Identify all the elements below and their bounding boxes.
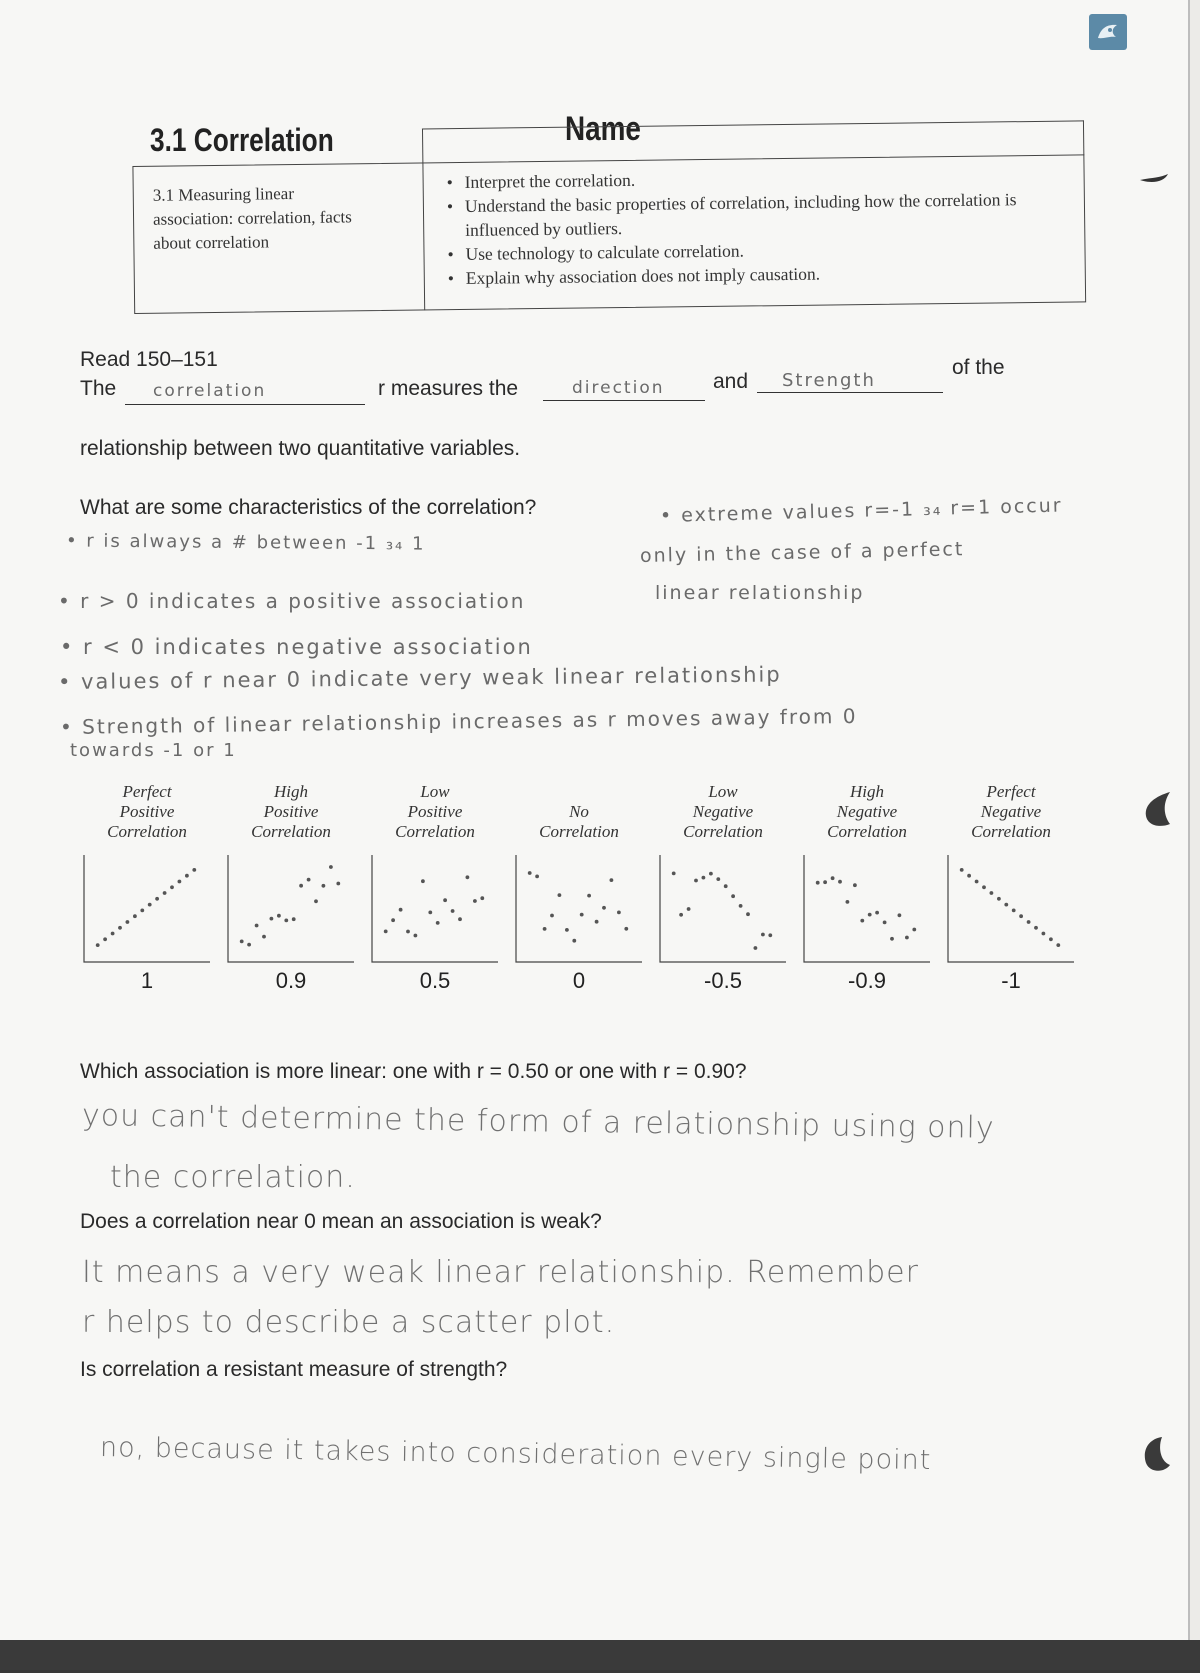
scatter-point (473, 899, 477, 903)
scatter-point (716, 877, 720, 881)
scatter-point (126, 920, 130, 924)
plot-title-line: Positive (407, 802, 463, 821)
objective-item: • Interpret the correlation. (442, 163, 1062, 195)
scatter-point (739, 904, 743, 908)
scatter-point (247, 943, 251, 947)
r-value-label: 1 (140, 968, 154, 993)
sentence-end: of the (952, 356, 1005, 379)
plot-title-line: Low (420, 782, 450, 801)
note-line: linear relationship (655, 582, 865, 604)
scatter-point (724, 884, 728, 888)
scatter-point (967, 874, 971, 878)
scatter-point (846, 900, 850, 904)
scatter-point (754, 946, 758, 950)
plot-axes (660, 855, 786, 962)
scatter-point (761, 933, 765, 937)
binder-clip-shadow-icon (1138, 166, 1172, 206)
scatter-point (322, 884, 326, 888)
answer-2-line: r helps to describe a scatter plot. (82, 1305, 616, 1340)
scatter-point (602, 906, 606, 910)
scatter-point (875, 911, 879, 915)
plot-title-line: High (274, 782, 308, 801)
unit-title: 3.1 Correlation (150, 122, 334, 158)
scatter-point (687, 907, 691, 911)
scatter-point (170, 885, 174, 889)
scatter-point (838, 880, 842, 884)
scatter-point (118, 926, 122, 930)
sentence-and: and (713, 370, 749, 393)
scatter-point (466, 875, 470, 879)
scatter-point (111, 932, 115, 936)
scatter-point (960, 868, 964, 872)
blank1-answer: correlation (153, 381, 267, 401)
scatter-point (912, 928, 916, 932)
plot-title-line: High (850, 782, 884, 801)
scatter-point (768, 933, 772, 937)
note-line: • r < 0 indicates negative association (60, 635, 533, 659)
scatter-point (140, 909, 144, 913)
note-line: • values of r near 0 indicate very weak linear relationship (57, 662, 782, 694)
name-label: Name (565, 110, 641, 148)
scatter-point (262, 935, 266, 939)
scatter-point (148, 903, 152, 907)
r-value-label: 0.5 (419, 968, 451, 993)
scatter-point (853, 883, 857, 887)
scatter-point (997, 897, 1001, 901)
scatter-point (860, 919, 864, 923)
scatter-point (709, 872, 713, 876)
note-line: • Strength of linear relationship increases as r moves away from 0 (59, 703, 858, 739)
scatter-point (192, 868, 196, 872)
scatter-point (617, 911, 621, 915)
scatter-point (255, 924, 259, 928)
plot-axes (84, 855, 210, 962)
scatter-point (610, 878, 614, 882)
objective-item: • Understand the basic properties of correlation, including how the correlation is influenced by outliers. (443, 187, 1064, 243)
scatter-point (299, 884, 303, 888)
scatter-point (831, 876, 835, 880)
note-line: towards -1 or 1 (70, 740, 237, 761)
scatter-point (702, 876, 706, 880)
scatter-point (451, 909, 455, 913)
scatter-point (443, 898, 447, 902)
scatter-point (1056, 943, 1060, 947)
scatter-point (384, 930, 388, 934)
scatter-point (163, 891, 167, 895)
scatter-point (550, 914, 554, 918)
scatter-point (336, 882, 340, 886)
answer-1-line: you can't determine the form of a relationship using only (81, 1098, 995, 1146)
scatter-point (277, 914, 281, 918)
scatter-point (905, 936, 909, 940)
scatter-point (399, 908, 403, 912)
scatter-point (178, 880, 182, 884)
sentence-continuation: relationship between two quantitative variables. (80, 437, 521, 460)
plot-title-line: Correlation (539, 822, 619, 841)
scatter-point (1034, 926, 1038, 930)
note-line: • extreme values r=-1 ₃₄ r=1 occur (659, 494, 1063, 527)
plot-title-line: Positive (119, 802, 175, 821)
plot-title-line: Low (708, 782, 738, 801)
scatter-point (990, 891, 994, 895)
scatter-point (558, 893, 562, 897)
scatter-point (898, 913, 902, 917)
plot-title-line: Correlation (683, 822, 763, 841)
plot-axes (228, 855, 354, 962)
plot-title-line: Correlation (107, 822, 187, 841)
plot-axes (804, 855, 930, 962)
plot-title-line: Perfect (986, 782, 1036, 801)
section-reference: 3.1 Measuring linear association: correlation, facts about correlation (152, 184, 352, 253)
scatter-point (746, 912, 750, 916)
scatter-point (823, 880, 827, 884)
note-line: • r is always a # between -1 ₃₄ 1 (65, 530, 426, 555)
plot-axes (948, 855, 1074, 962)
plot-title-line: Positive (263, 802, 319, 821)
scatter-point (580, 913, 584, 917)
question-2: Does a correlation near 0 mean an association is weak? (80, 1210, 602, 1233)
question-3: Is correlation a resistant measure of strength? (80, 1358, 508, 1381)
question-1: Which association is more linear: one with r = 0.50 or one with r = 0.90? (80, 1060, 747, 1083)
scatter-point (1012, 909, 1016, 913)
scatter-point (1049, 937, 1053, 941)
scatter-point (270, 917, 274, 921)
hole-punch-icon (1140, 1435, 1174, 1475)
scatter-point (103, 937, 107, 941)
answer-3-line: no, because it takes into consideration every single point (99, 1432, 932, 1477)
scatter-point (528, 871, 532, 875)
scatter-point (436, 921, 440, 925)
plot-axes (516, 855, 642, 962)
scatter-point (1027, 920, 1031, 924)
plot-title-line: No (569, 802, 589, 821)
scatter-point (406, 930, 410, 934)
note-line: • r > 0 indicates a positive association (58, 589, 526, 613)
scatter-point (565, 928, 569, 932)
plot-axes (372, 855, 498, 962)
scatter-point (883, 921, 887, 925)
r-value-label: 0 (572, 968, 586, 993)
answer-2-line: It means a very weak linear relationship. Remember (82, 1255, 919, 1290)
scatter-point (133, 914, 137, 918)
scatter-point (428, 911, 432, 915)
scatter-point (694, 879, 698, 883)
scatter-point (543, 927, 547, 931)
plot-title-line: Correlation (251, 822, 331, 841)
scatter-point (572, 939, 576, 943)
sentence-start: The (80, 377, 117, 400)
objective-item: • Explain why association does not imply causation. (444, 259, 1064, 291)
scatter-point (595, 920, 599, 924)
r-value-label: 0.9 (275, 968, 307, 993)
scatter-point (587, 894, 591, 898)
blank2-answer: direction (572, 378, 665, 398)
scatter-point (480, 896, 484, 900)
scatter-point (458, 917, 462, 921)
plot-title-line: Perfect (122, 782, 172, 801)
scatter-point (185, 874, 189, 878)
plot-title-line: Negative (692, 802, 754, 821)
characteristics-question: What are some characteristics of the correlation? (80, 496, 537, 519)
scatter-point (679, 913, 683, 917)
scatter-point (1042, 932, 1046, 936)
reading-assignment: Read 150–151 (80, 348, 218, 371)
scatter-point (982, 885, 986, 889)
scatter-point (391, 918, 395, 922)
objective-item: • Use technology to calculate correlation. (443, 235, 1063, 267)
scatter-point (672, 872, 676, 876)
plot-title-line: Negative (836, 802, 898, 821)
scatter-point (975, 880, 979, 884)
scatter-point (624, 927, 628, 931)
scatter-point (307, 878, 311, 882)
scatter-point (414, 934, 418, 938)
scatter-point (1019, 914, 1023, 918)
scatter-point (329, 865, 333, 869)
scatter-point (890, 937, 894, 941)
scatter-point (535, 875, 539, 879)
hole-punch-icon (1140, 790, 1174, 830)
blank3-answer: Strength (782, 370, 876, 391)
r-value-label: -0.9 (848, 968, 886, 993)
scatter-point (240, 940, 244, 944)
plot-title-line: Correlation (971, 822, 1051, 841)
scatter-point (292, 917, 296, 921)
answer-1-line: the correlation. (110, 1160, 356, 1195)
scatter-point (155, 897, 159, 901)
scatter-point (284, 919, 288, 923)
scatter-point (816, 881, 820, 885)
plot-title-line: Correlation (827, 822, 907, 841)
scatter-point (868, 913, 872, 917)
sentence-middle: r measures the (378, 377, 519, 400)
plot-title-line: Correlation (395, 822, 475, 841)
scatter-point (1004, 903, 1008, 907)
note-line: only in the case of a perfect (639, 538, 965, 567)
r-value-label: -0.5 (704, 968, 742, 993)
scatter-point (421, 879, 425, 883)
scatter-point (96, 943, 100, 947)
r-value-label: -1 (1001, 968, 1021, 993)
scatter-point (731, 894, 735, 898)
scatter-point (314, 899, 318, 903)
scan-background-strip (0, 1640, 1200, 1673)
plot-title-line: Negative (980, 802, 1042, 821)
